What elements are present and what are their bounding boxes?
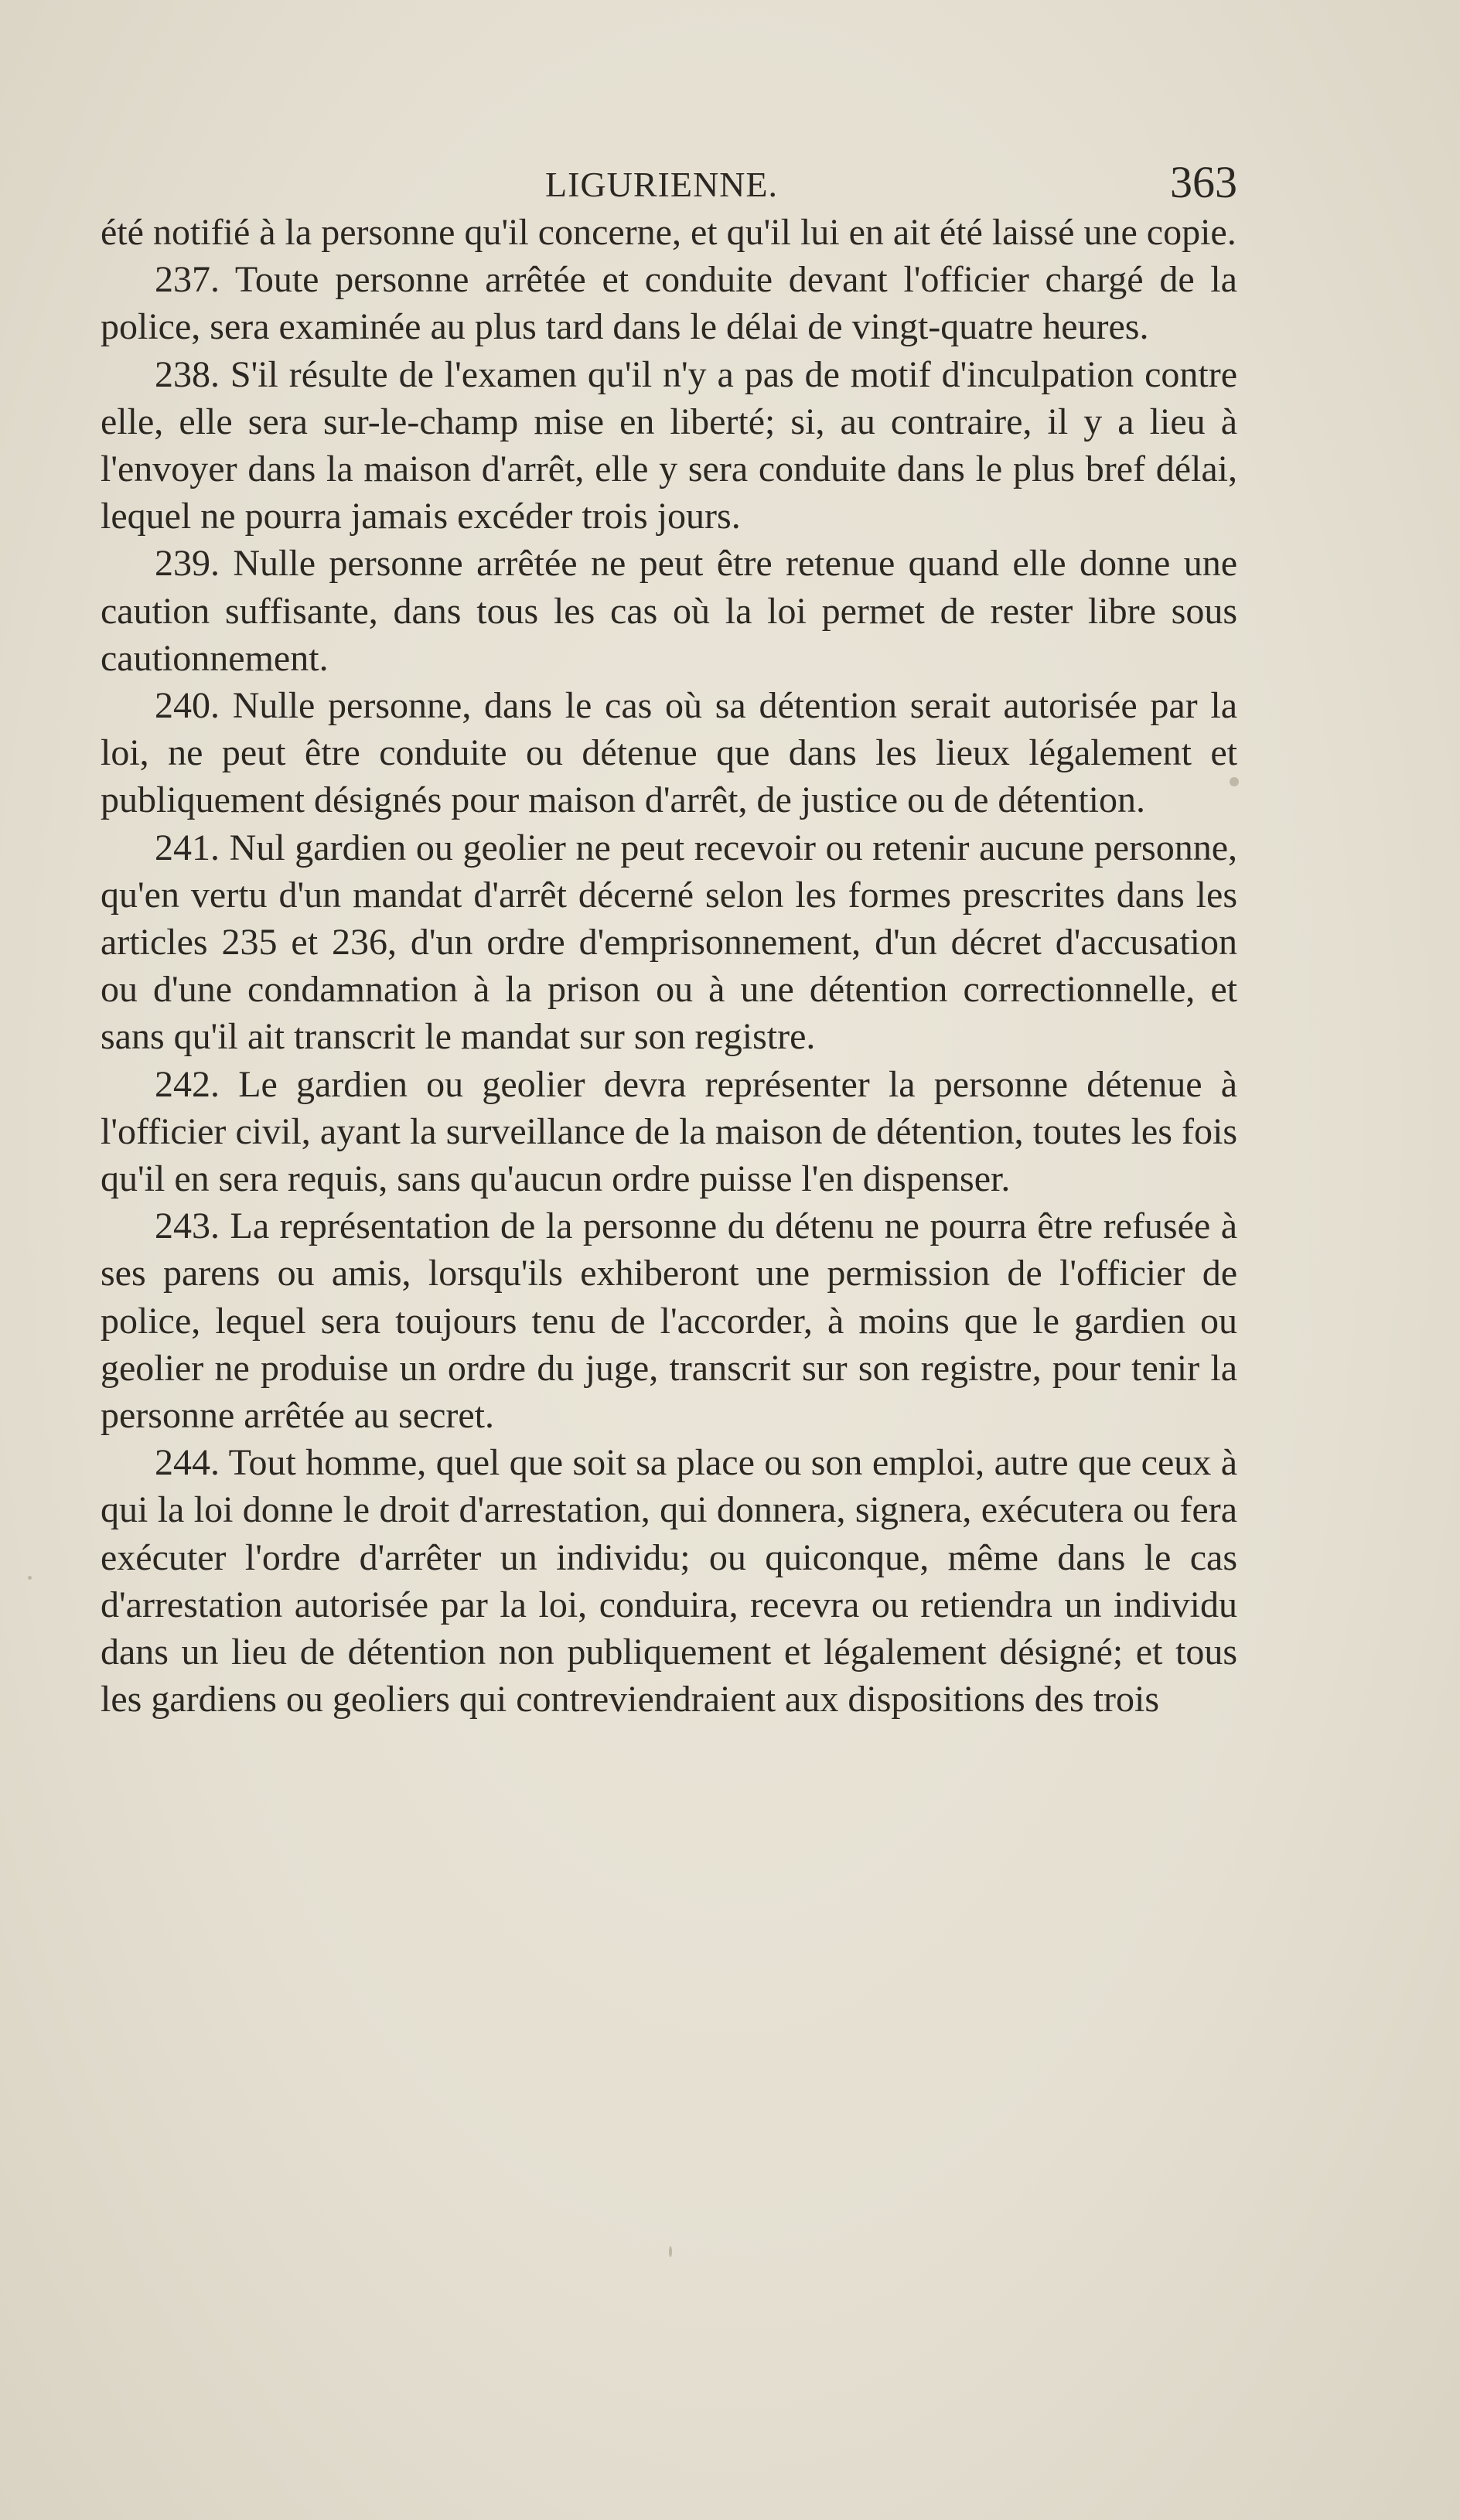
- article-text: La représentation de la personne du détenu ne pourra être refusée à ses parens ou amis, lorsqu'ils exhiberont une permission de l'officier de police, lequel sera toujours tenu de l'accorder, à moins que le gardien ou geolier ne produise un ordre du juge, transcrit sur son registre, pour tenir la personne arrêtée au secret.: [101, 1205, 1237, 1437]
- article-text: Nulle personne arrêtée ne peut être retenue quand elle donne une caution suffisante, dans tous les cas où la loi permet de rester libre sous cautionnement.: [101, 543, 1237, 679]
- paper-speck: [1230, 777, 1239, 786]
- paragraph-text: été notifié à la personne qu'il concerne, et qu'il lui en ait été laissé une copie.: [101, 212, 1237, 253]
- article-text: S'il résulte de l'examen qu'il n'y a pas de motif d'inculpation contre elle, elle sera sur-le-champ mise en liberté; si, au contraire, il y a lieu à l'envoyer dans la maison d'arrêt, elle y sera conduite dans le plus bref délai, lequel ne pourra jamais excéder trois jours.: [101, 353, 1237, 537]
- article-243: [101, 1202, 1237, 1439]
- article-number: 244.: [155, 1442, 220, 1484]
- page-header: [101, 157, 1237, 215]
- article-240: [101, 682, 1237, 824]
- article-244: [101, 1439, 1237, 1723]
- article-number: 242.: [155, 1063, 220, 1105]
- paper-speck: [28, 1576, 32, 1580]
- article-238: [101, 351, 1237, 540]
- article-239: [101, 540, 1237, 682]
- article-text: Tout homme, quel que soit sa place ou son emploi, autre que ceux à qui la loi donne le droit d'arrestation, qui donnera, signera, exécutera ou fera exécuter l'ordre d'arrêter un individu; ou quiconque, même dans le cas d'arrestation autorisée par la loi, conduira, recevra ou retiendra un individu dans un lieu de détention non publiquement et légalement désigné; et tous les gardiens ou geoliers qui contreviendraient aux dispositions des trois: [101, 1442, 1237, 1720]
- article-237: [101, 256, 1237, 350]
- article-number: 237.: [155, 259, 220, 301]
- article-number: 239.: [155, 543, 220, 585]
- article-number: 243.: [155, 1205, 220, 1247]
- article-number: 238.: [155, 353, 220, 395]
- body-text: [101, 209, 1237, 1724]
- article-number: 241.: [155, 827, 220, 868]
- article-text: Le gardien ou geolier devra représenter la personne détenue à l'officier civil, ayant la surveillance de la maison de détention, toutes les fois qu'il en sera requis, sans qu'aucun ordre puisse l'en dispenser.: [101, 1063, 1238, 1200]
- article-242: [101, 1061, 1237, 1203]
- paragraph-continuation: [101, 209, 1237, 256]
- article-text: Nulle personne, dans le cas où sa détention serait autorisée par la loi, ne peut être conduite ou détenue que dans les lieux légalement et publiquement désignés pour maison d'arrêt, de justice ou de détention.: [101, 685, 1237, 821]
- page-number: 363: [1170, 157, 1237, 207]
- article-text: Nul gardien ou geolier ne peut recevoir ou retenir aucune personne, qu'en vertu d'un mandat d'arrêt décerné selon les formes prescrites dans les articles 235 et 236, d'un ordre d'emprisonnement, d'un décret d'accusation ou d'une condamnation à la prison ou à une détention correctionnelle, et sans qu'il ait transcrit le mandat sur son registre.: [101, 827, 1238, 1058]
- paper-speck: [669, 2246, 672, 2257]
- running-head: LIGURIENNE.: [545, 165, 778, 204]
- article-241: [101, 824, 1237, 1061]
- article-number: 240.: [155, 685, 220, 727]
- article-text: Toute personne arrêtée et conduite devant l'officier chargé de la police, sera examinée au plus tard dans le délai de vingt-quatre heures.: [101, 259, 1237, 348]
